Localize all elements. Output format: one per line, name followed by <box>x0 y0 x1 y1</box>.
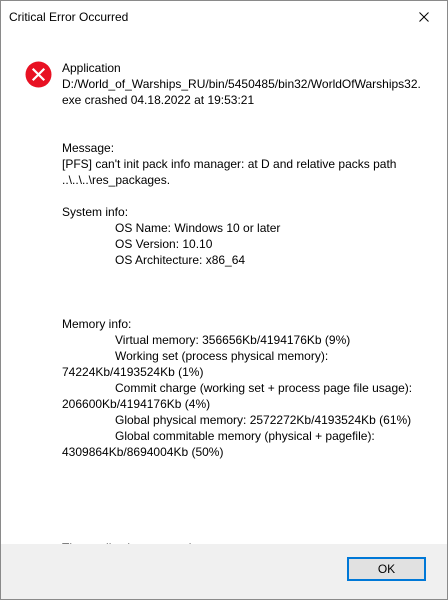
blank-line <box>62 492 432 508</box>
dialog-content <box>1 33 447 544</box>
message-line: Memory info: <box>62 317 132 331</box>
blank-line <box>62 460 432 476</box>
message-line: [PFS] can't init pack info manager: at D and relative packs path <box>62 157 397 171</box>
blank-line <box>62 284 432 300</box>
button-bar <box>1 544 447 599</box>
blank-line <box>62 268 432 284</box>
blank-line <box>62 188 432 204</box>
blank-line <box>62 124 432 140</box>
message-line: 206600Kb/4194176Kb (4%) <box>62 397 211 411</box>
message-line: D:/World_of_Warships_RU/bin/5450485/bin32/WorldOfWarships32. <box>62 77 421 91</box>
close-icon <box>419 12 429 22</box>
message-line: Working set (process physical memory): <box>115 349 329 363</box>
message-line: Virtual memory: 356656Kb/4194176Kb (9%) <box>115 333 351 347</box>
message-line: Application <box>62 61 121 75</box>
message-line: 4309864Kb/8694004Kb (50%) <box>62 445 224 459</box>
blank-line <box>62 508 432 524</box>
error-icon <box>25 61 52 88</box>
window-title: Critical Error Occurred <box>9 10 129 24</box>
message-line: Commit charge (working set + process page file usage): <box>115 381 413 395</box>
message-line: Message: <box>62 141 115 155</box>
blank-line <box>62 300 432 316</box>
message-line: 74224Kb/4193524Kb (1%) <box>62 365 204 379</box>
message-line: Global physical memory: 2572272Kb/4193524Kb (61%) <box>115 413 412 427</box>
message-line: ..\..\..\res_packages. <box>62 173 171 187</box>
blank-line <box>62 524 432 540</box>
message-line: exe crashed 04.18.2022 at 19:53:21 <box>62 93 255 107</box>
close-button[interactable] <box>401 1 447 32</box>
blank-line <box>62 476 432 492</box>
ok-button[interactable]: OK <box>347 557 426 581</box>
message-line: OS Version: 10.10 <box>115 237 213 251</box>
message-line: System info: <box>62 205 129 219</box>
message-line: OS Name: Windows 10 or later <box>115 221 281 235</box>
title-bar[interactable] <box>1 1 447 33</box>
blank-line <box>62 108 432 124</box>
message-line: Global commitable memory (physical + pagefile): <box>115 429 375 443</box>
error-message-text <box>62 60 432 556</box>
message-line: OS Architecture: x86_64 <box>115 253 246 267</box>
